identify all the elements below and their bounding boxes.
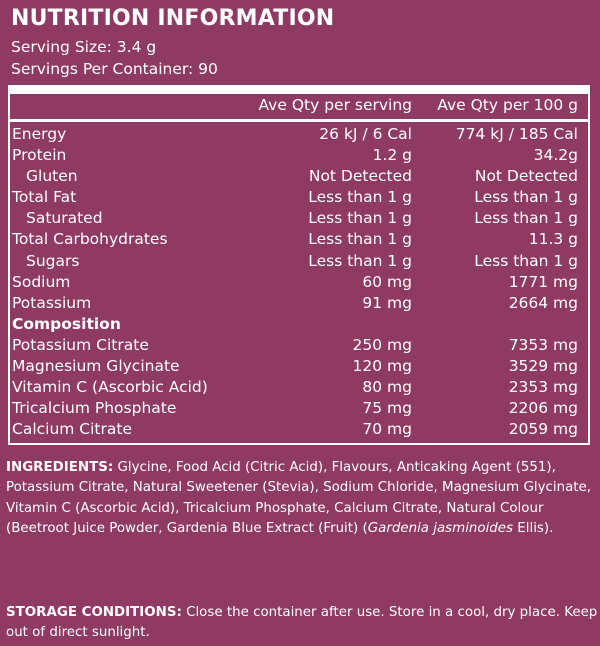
row-name: Tricalcium Phosphate <box>12 399 177 418</box>
row-name: Magnesium Glycinate <box>12 357 180 376</box>
table-row <box>10 166 580 187</box>
row-name: Saturated <box>26 209 103 228</box>
table-row <box>10 251 580 272</box>
table-row <box>10 335 580 356</box>
table-row <box>10 293 580 314</box>
row-per-serving: Less than 1 g <box>308 209 412 228</box>
row-per-100g: Less than 1 g <box>474 251 578 270</box>
table-row <box>10 398 580 419</box>
column-header-per-100g: Ave Qty per 100 g <box>437 96 578 114</box>
row-per-serving: Less than 1 g <box>308 230 412 249</box>
row-per-100g: 3529 mg <box>508 357 578 376</box>
row-name: Energy <box>12 125 67 143</box>
table-row <box>10 124 580 145</box>
row-name: Vitamin C (Ascorbic Acid) <box>12 378 208 397</box>
serving-size: Serving Size: 3.4 g <box>11 38 157 56</box>
row-per-serving: 80 mg <box>362 378 412 397</box>
row-per-100g: 34.2g <box>533 146 578 165</box>
row-per-serving: 250 mg <box>352 335 412 354</box>
row-name: Protein <box>12 146 67 165</box>
table-row <box>10 208 580 229</box>
row-per-serving: 26 kJ / 6 Cal <box>319 125 412 143</box>
row-per-100g: 2206 mg <box>508 399 578 418</box>
row-per-100g: Not Detected <box>474 167 578 186</box>
row-name: Gluten <box>26 167 78 186</box>
row-name: Potassium Citrate <box>12 335 149 354</box>
row-name: Sodium <box>12 272 71 291</box>
storage-text: Close the container after use. Store in a cool, dry place. Keep out of direct sunlight. <box>6 605 598 641</box>
ingredients-paragraph <box>6 458 598 539</box>
header-divider <box>10 119 588 122</box>
row-per-serving: 120 mg <box>352 357 412 376</box>
row-name: Calcium Citrate <box>12 420 132 439</box>
row-per-serving: 75 mg <box>362 399 412 418</box>
top-divider <box>8 85 590 94</box>
panel-title: NUTRITION INFORMATION <box>11 6 335 31</box>
table-row <box>10 229 580 250</box>
row-per-serving: 91 mg <box>362 293 412 312</box>
row-name: Total Carbohydrates <box>12 230 168 249</box>
row-per-100g: 774 kJ / 185 Cal <box>455 125 578 143</box>
composition-heading: Composition <box>12 314 121 333</box>
column-header-per-serving: Ave Qty per serving <box>258 96 412 114</box>
servings-per-container: Servings Per Container: 90 <box>11 60 218 78</box>
row-per-100g: Less than 1 g <box>474 188 578 207</box>
ingredients-label: INGREDIENTS: <box>6 460 114 475</box>
nutrition-table <box>10 124 580 440</box>
section-heading-row <box>10 314 580 335</box>
row-per-serving: Not Detected <box>308 167 412 186</box>
ingredients-tail: Ellis). <box>513 520 554 536</box>
row-per-100g: 11.3 g <box>528 230 578 249</box>
ingredients-botanical-name: Gardenia jasminoides <box>367 520 514 536</box>
table-row <box>10 419 580 440</box>
row-per-100g: 2353 mg <box>508 378 578 397</box>
row-name: Total Fat <box>12 188 77 207</box>
storage-label: STORAGE CONDITIONS: <box>6 605 182 620</box>
table-row <box>10 145 580 166</box>
row-per-serving: 1.2 g <box>372 146 412 165</box>
row-per-100g: 2059 mg <box>508 420 578 439</box>
row-per-100g: 7353 mg <box>508 335 578 354</box>
row-per-100g: 1771 mg <box>508 272 578 291</box>
row-name: Sugars <box>26 251 80 270</box>
table-row <box>10 356 580 377</box>
ingredients-text: Glycine, Food Acid (Citric Acid), Flavours, Anticaking Agent (551), Potassium Citrate, Natural Sweetener (Stevia), Sodium Chloride, Magnesium Glycinate, Vitamin C (Ascorbic Acid), Tricalcium Phosphate, Calcium Citrate, Natural Colour (Beetroot Juice Powder, Gardenia Blue Extract (Fruit) ( <box>6 460 592 536</box>
table-row <box>10 187 580 208</box>
row-per-100g: 2664 mg <box>508 293 578 312</box>
table-row <box>10 377 580 398</box>
row-per-100g: Less than 1 g <box>474 209 578 228</box>
storage-paragraph <box>6 603 598 644</box>
row-per-serving: Less than 1 g <box>308 188 412 207</box>
row-per-serving: 60 mg <box>362 272 412 291</box>
row-per-serving: Less than 1 g <box>308 251 412 270</box>
row-name: Potassium <box>12 293 92 312</box>
row-per-serving: 70 mg <box>362 420 412 439</box>
table-row <box>10 272 580 293</box>
